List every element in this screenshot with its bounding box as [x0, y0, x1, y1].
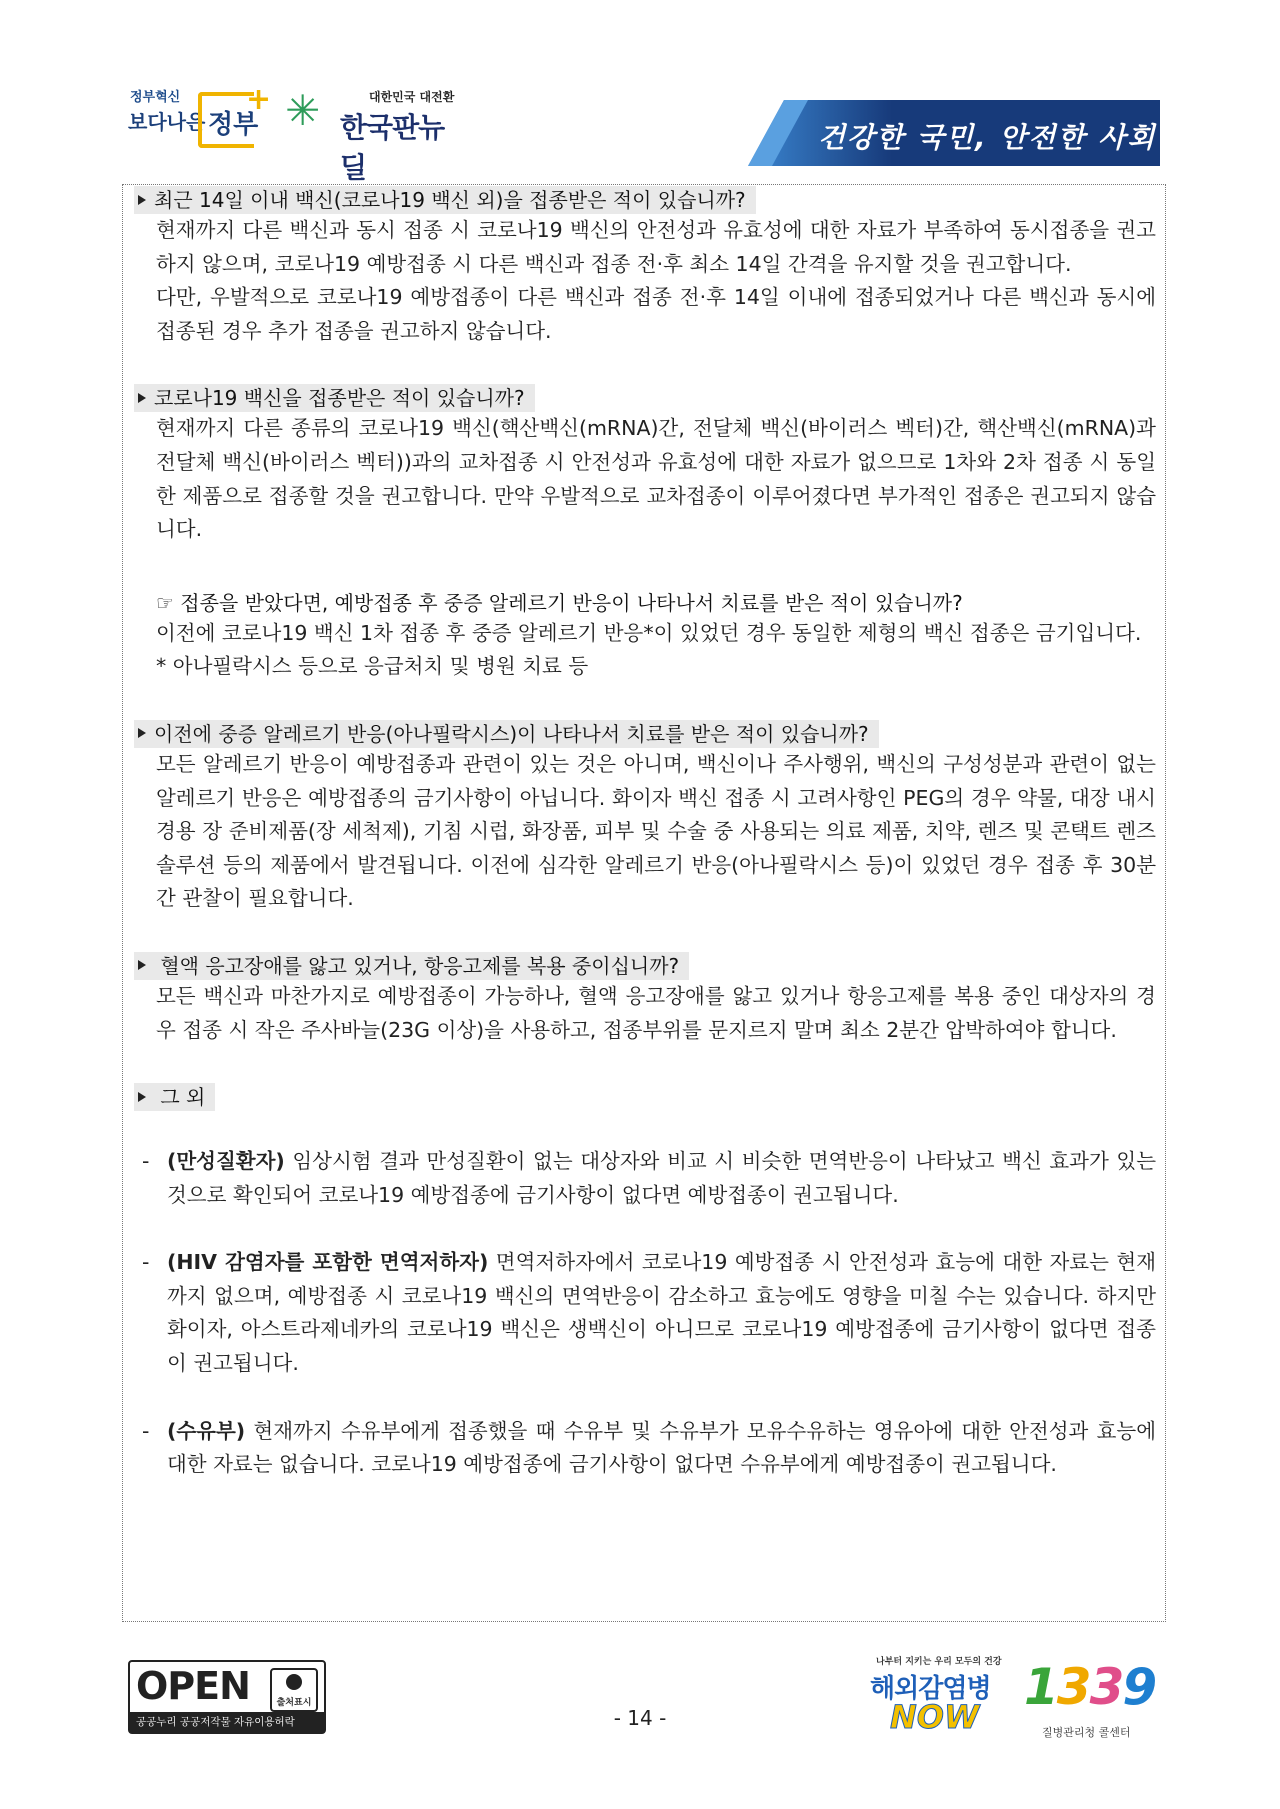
paragraph: 현재까지 다른 백신과 동시 접종 시 코로나19 백신의 안전성과 유효성에 대한 자료가 부족하여 동시접종을 권고하지 않으며, 코로나19 예방접종 시 다른 백신과 접종 전·후 최소 14일 간격을 유지할 것을 권고합니다. — [156, 218, 1156, 276]
triangle-bullet-icon — [138, 393, 146, 403]
section-heading-text: 혈액 응고장애를 앓고 있거나, 항응고제를 복용 중이십니까? — [154, 953, 680, 978]
triangle-bullet-icon — [138, 728, 146, 738]
digit-4: 9 — [1122, 1658, 1156, 1716]
section-heading-text: 그 외 — [154, 1085, 206, 1110]
now-title: 해외감염병 — [870, 1674, 991, 1704]
callcenter-number — [1024, 1658, 1155, 1716]
callcenter-caption: 질병관리청 콜센터 — [1042, 1726, 1131, 1739]
digit-2: 3 — [1056, 1658, 1090, 1716]
page-header — [0, 0, 1280, 185]
slogan-text: 건강한 국민, 안전한 사회 — [818, 121, 1157, 154]
section-heading-text: 코로나19 백신을 접종받은 적이 있습니까? — [154, 386, 525, 411]
item-label: (만성질환자) — [167, 1149, 285, 1174]
list-item — [142, 1246, 1156, 1380]
logo1-small-text: 정부혁신 — [130, 90, 181, 105]
paragraph: 모든 백신과 마찬가지로 예방접종이 가능하나, 혈액 응고장애를 앓고 있거나 항응고제를 복용 중인 대상자의 경우 접종 시 작은 주사바늘(23G 이상)을 사용하고, 접종부위를 문지르지 말며 최소 2분간 압박하여야 합니다. — [156, 983, 1156, 1042]
logo1-accent-text: 정부 — [208, 110, 259, 140]
sub-question-heading: ☞ 접종을 받았다면, 예방접종 후 중증 알레르기 반응이 나타나서 치료를 받은 적이 있습니까? — [156, 590, 963, 615]
list-item — [142, 1415, 1156, 1482]
logo2-small-text: 대한민국 대전환 — [369, 90, 455, 104]
item-text: 면역저하자에서 코로나19 예방접종 시 안전성과 효능에 대한 자료는 현재까지 없으며, 예방접종 시 코로나19 백신의 면역반응이 감소하고 효능에도 영향을 미칠 수는 있습니다. 하지만 화이자, 아스트라제네카의 코로나19 백신은 생백신이 아니므로 코로나19 예방접종에 금기사항이 없다면 접종이 권고됩니다. — [167, 1250, 1156, 1376]
dash-bullet: - — [142, 1250, 150, 1275]
now-subtitle: NOW — [890, 1698, 980, 1736]
paragraph: 이전에 코로나19 백신 1차 접종 후 중증 알레르기 반응*이 있었던 경우 동일한 제형의 백신 접종은 금기입니다. — [156, 620, 1142, 645]
paragraph: 현재까지 다른 종류의 코로나19 백신(핵산백신(mRNA)간, 전달체 백신(바이러스 벡터)간, 핵산백신(mRNA)과 전달체 백신(바이러스 벡터))과의 교차접종 시 안전성과 유효성에 대한 자료가 없으므로 1차와 2차 접종 시 동일한 제품으로 접종할 것을 권고합니다. 만약 우발적으로 교차접종이 이루어졌다면 부가적인 접종은 권고되지 않습니다. — [156, 416, 1156, 542]
attribution-icon — [270, 1668, 318, 1712]
digit-1: 1 — [1024, 1658, 1057, 1716]
person-icon — [286, 1674, 302, 1690]
kogl-open-license-badge — [128, 1660, 326, 1734]
triangle-bullet-icon — [138, 1092, 146, 1102]
section-heading — [134, 1083, 215, 1111]
paragraph: 다만, 우발적으로 코로나19 예방접종이 다른 백신과 접종 전·후 14일 이내에 접종되었거나 다른 백신과 동시에 접종된 경우 추가 접종을 권고하지 않습니다. — [156, 285, 1156, 343]
section-heading — [134, 720, 879, 748]
callcenter-1339-logo — [1024, 1658, 1164, 1748]
item-label: (수유부) — [167, 1418, 246, 1443]
paragraph: 모든 알레르기 반응이 예방접종과 관련이 있는 것은 아니며, 백신이나 주사행위, 백신의 구성성분과 관련이 없는 알레르기 반응은 예방접종의 금기사항이 아닙니다. 화이자 백신 접종 시 고려사항인 PEG의 경우 약물, 대장 내시경용 장 준비제품(장 세척제), 기침 시럽, 화장품, 피부 및 수술 중 사용되는 의료 제품, 치약, 렌즈 및 콘택트 렌즈 솔루션 등의 제품에서 발견됩니다. 이전에 심각한 알레르기 반응(아나필락시스 등)이 있었던 경우 접종 후 30분간 관찰이 필요합니다. — [156, 751, 1156, 911]
digit-3: 3 — [1089, 1658, 1123, 1716]
footnote: * 아나필락시스 등으로 응급처치 및 병원 치료 등 — [156, 654, 589, 679]
open-logo-text: OPEN — [136, 1664, 250, 1708]
item-label: (HIV 감염자를 포함한 면역저하자) — [167, 1250, 489, 1275]
plus-icon: + — [246, 82, 272, 117]
section-heading-text: 이전에 중증 알레르기 반응(아나필락시스)이 나타나서 치료를 받은 적이 있습니까? — [154, 721, 869, 746]
item-text: 임상시험 결과 만성질환이 없는 대상자와 비교 시 비슷한 면역반응이 나타났고 백신 효과가 있는 것으로 확인되어 코로나19 예방접종에 금기사항이 없다면 예방접종이 권고됩니다. — [167, 1149, 1156, 1207]
triangle-bullet-icon — [138, 195, 146, 205]
section-heading — [134, 384, 535, 412]
document-body — [134, 184, 1156, 1482]
section-heading — [134, 186, 756, 214]
logo2-big-text: 한국판뉴딜 — [340, 111, 445, 184]
section-heading-text: 최근 14일 이내 백신(코로나19 백신 외)을 접종받은 적이 있습니까? — [154, 188, 746, 212]
dash-bullet: - — [142, 1149, 150, 1174]
now-tagline: 나부터 지키는 우리 모두의 건강 — [876, 1657, 1002, 1667]
triangle-bullet-icon — [138, 960, 146, 970]
dash-bullet: - — [142, 1418, 150, 1443]
license-bar-text: 공공누리 공공저작물 자유이용허락 — [130, 1712, 324, 1732]
overseas-infection-now-logo — [870, 1654, 1000, 1744]
list-item — [142, 1145, 1156, 1212]
page-number: - 14 - — [613, 1706, 667, 1730]
item-text: 현재까지 수유부에게 접종했을 때 수유부 및 수유부가 모유수유하는 영유아에 대한 안전성과 효능에 대한 자료는 없습니다. 코로나19 예방접종에 금기사항이 없다면 수유부에게 예방접종이 권고됩니다. — [167, 1418, 1156, 1477]
attribution-label: 출처표시 — [276, 1698, 312, 1708]
section-heading — [134, 952, 689, 980]
korean-new-deal-logo — [285, 86, 465, 184]
logo1-big-text: 보다나은 — [128, 110, 206, 134]
starburst-icon: ✳ — [285, 86, 321, 135]
gov-innovation-logo — [128, 82, 272, 144]
slogan-banner — [748, 100, 1160, 166]
